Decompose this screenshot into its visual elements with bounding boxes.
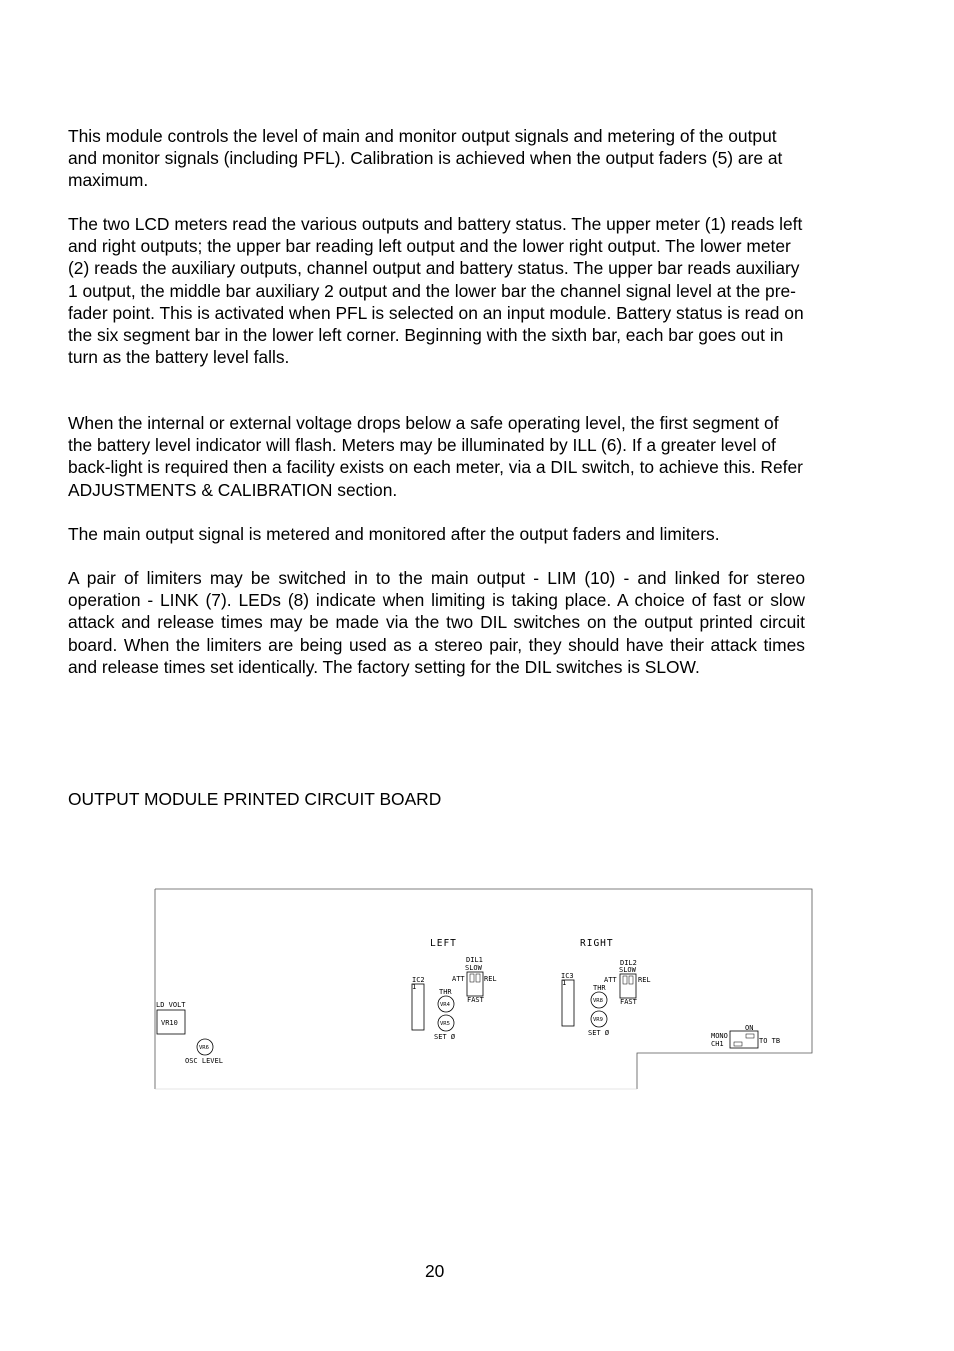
left-thr-label: THR [439, 988, 452, 996]
ic2-label: IC2 [412, 976, 425, 984]
dil1-slow-label: SLOW [465, 964, 482, 972]
pcb-diagram [150, 884, 816, 1094]
right-thr-label: THR [593, 984, 606, 992]
dil1-fast-label: FAST [467, 996, 484, 1004]
vr4-label: VR4 [440, 1002, 450, 1008]
osc-level-label: OSC LEVEL [185, 1057, 223, 1065]
on-label: ON [745, 1024, 754, 1032]
to-tb-label: TO TB [759, 1037, 781, 1045]
dil2-switch [620, 974, 636, 998]
lcd-meters-paragraph: The two LCD meters read the various outputs and battery status. The upper meter (1) reads left and right outputs; the upper bar reading left output and the lower right output. The lower meter (2) reads the auxiliary outputs, channel output and battery status. The upper bar reads auxiliary 1 output, the middle bar auxiliary 2 output and the lower bar the channel signal level at the pre-fader point. This is activated when PFL is selected on an input module. Battery status is read on the six segment bar in the lower left corner. Beginning with the sixth bar, each bar goes out in turn as the battery level falls. [68, 214, 804, 368]
left-set0-label: SET Ø [434, 1033, 456, 1041]
dil2-rel-label: REL [638, 976, 651, 984]
limiters-paragraph: A pair of limiters may be switched in to the main output - LIM (10) - and linked for stereo operation - LINK (7). LEDs (8) indicate when limiting is taking place. A choice of fast or slow attack and release times may be made via the two DIL switches on the output printed circuit board. When the limiters are being used as a stereo pair, they should have their attack times and release times set identically. The factory setting for the DIL switches is SLOW. [68, 568, 805, 677]
battery-warning-paragraph: When the internal or external voltage drops below a safe operating level, the first segment of the battery level indicator will flash. Meters may be illuminated by ILL (6). If a greater level of back-light is required then a facility exists on each meter, via a DIL switch, to achieve this. Refer ADJUSTMENTS & CALIBRATION section. [68, 413, 803, 500]
section-heading: OUTPUT MODULE PRINTED CIRCUIT BOARD [68, 789, 442, 809]
vr5-label: VR5 [440, 1021, 450, 1027]
ic3-pin1: 1 [562, 979, 567, 987]
vr8-label: VR8 [593, 998, 603, 1004]
mono-label: MONO [711, 1032, 728, 1040]
dil1-rel-label: REL [484, 975, 497, 983]
vr6-label: VR6 [199, 1045, 209, 1051]
ic2-pin1: 1 [412, 983, 417, 991]
ld-volt-label: LD VOLT [156, 1001, 186, 1009]
right-set0-label: SET Ø [588, 1029, 610, 1037]
dil1-att-label: ATT [452, 975, 465, 983]
page-number: 20 [425, 1261, 445, 1281]
intro-paragraph: This module controls the level of main and monitor output signals and metering of the output and monitor signals (including PFL). Calibration is achieved when the output faders (5) are at maximum. [68, 126, 783, 191]
dil2-att-label: ATT [604, 976, 617, 984]
right-label: RIGHT [580, 938, 614, 949]
left-label: LEFT [430, 938, 457, 949]
board-outline [155, 889, 812, 1089]
dil2-label: DIL2 [620, 959, 637, 967]
ic3-label: IC3 [561, 972, 574, 980]
dil2-slow-label: SLOW [619, 966, 636, 974]
vr9-label: VR9 [593, 1017, 603, 1023]
dil2-fast-label: FAST [620, 998, 637, 1006]
dil1-switch [467, 972, 483, 996]
ch1-label: CH1 [711, 1040, 724, 1048]
metering-paragraph: The main output signal is metered and monitored after the output faders and limiters. [68, 524, 720, 544]
vr10-label: VR10 [161, 1019, 178, 1027]
dil1-label: DIL1 [466, 956, 483, 964]
